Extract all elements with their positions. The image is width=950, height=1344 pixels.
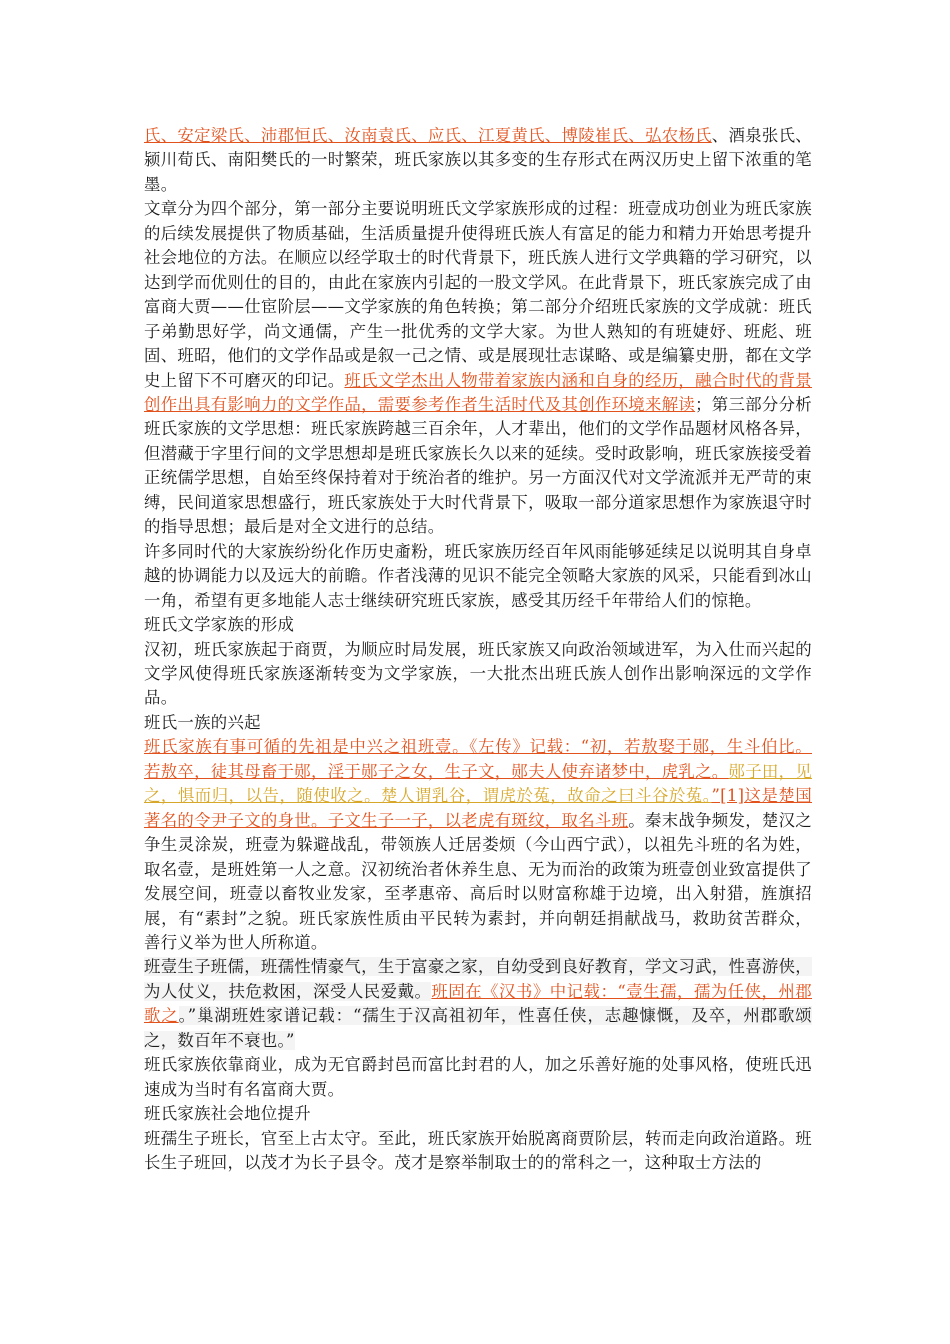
red-annotation: 班氏家族有事可循的先祖是中兴之祖班壹。《左传》记载：“初，若敖娶于郧，生斗伯比。若敖卒，徒其母畜于郧，淫于郧子之女，生子文，郧夫人使弃诸梦中，虎乳之。 — [144, 737, 812, 781]
section-heading: 班氏文学家族的形成 — [144, 615, 295, 635]
document-page — [144, 124, 812, 1175]
paragraph-intro: 汉初，班氏家族起于商贾，为顺应时局发展，班氏家族又向政治领域进军，为入仕而兴起的文学风使得班氏家族逐渐转变为文学家族，一大批杰出班氏族人创作出影响深远的文学作品。 — [144, 639, 812, 708]
paragraph-structure — [144, 197, 812, 539]
paragraph-text: 文章分为四个部分，第一部分主要说明班氏文学家族形成的过程：班壹成功创业为班氏家族的后续发展提供了物质基础，生活质量提升使得班氏族人有富足的能力和精力开始思考提升社会地位的方法。在顺应以经学取士的时代背景下，班氏族人进行文学典籍的学习研究，以达到学而优则仕的目的，由此在家族内引起的一股文学风。在此背景下，班氏家族完成了由富商大贾——仕宦阶层——文学家族的角色转换；第二部分介绍班氏家族的文学成就：班氏子弟勤思好学，尚文通儒，产生一批优秀的文学大家。为世人熟知的有班婕妤、班彪、班固、班昭，他们的文学作品或是叙一己之情、或是展现壮志谋略、或是编纂史册，都在文学史上留下不可磨灭的印记。 — [144, 199, 812, 390]
red-annotation: 班固在《汉书》中记载：“壹生孺，孺为任侠，州郡歌之 — [144, 981, 812, 1026]
paragraph-origin — [144, 735, 812, 955]
paragraph-ban-ru — [144, 955, 812, 1053]
red-annotation: ”[1]这是楚国著名的令尹子文的身世。子文生子一子，以老虎有斑纹，取名斗班 — [144, 786, 813, 830]
paragraph-conclusion: 许多同时代的大家族纷纷化作历史齑粉，班氏家族历经百年风雨能够延续足以说明其自身卓越的协调能力以及远大的前瞻。作者浅薄的见识不能完全领略大家族的风采，只能看到冰山一角，希望有更多地能人志士继续研究班氏家族，感受其历经千年带给人们的惊艳。 — [144, 541, 812, 610]
subsection-heading: 班氏家族社会地位提升 — [144, 1104, 311, 1124]
paragraph-social-status: 班孺生子班长，官至上古太守。至此，班氏家族开始脱离商贾阶层，转而走向政治道路。班长生子班回，以茂才为长子县令。茂才是察举制取士的的常科之一，这种取士方法的 — [144, 1128, 812, 1173]
paragraph-text: 。秦末战争频发，楚汉之争生灵涂炭，班壹为躲避战乱，带领族人迁居娄烦（今山西宁武），以祖先斗班的名为姓，取名壹，是班姓第一人之意。汉初统治者休养生息、无为而治的政策为班壹创业致富提供了发展空间，班壹以畜牧业发家，至孝惠帝、高后时以财富称雄于边境，出入射猎，旌旗招展，有“素封”之貌。班氏家族性质由平民转为素封，并向朝廷捐献战马，救助贫苦群众，善行义举为世人所称道。 — [144, 810, 812, 952]
subsection-heading: 班氏一族的兴起 — [144, 712, 261, 732]
red-annotation: 氏、安定梁氏、沛郡恒氏、汝南袁氏、应氏、江夏黄氏、博陵崔氏、弘农杨氏 — [144, 126, 712, 145]
yellow-annotation: 郧子田，见之，惧而归，以告，随使收之。楚人谓乳谷，谓虎於菟，故命之曰斗谷於菟。 — [144, 761, 813, 806]
paragraph-commerce: 班氏家族依靠商业，成为无官爵封邑而富比封君的人，加之乐善好施的处事风格，使班氏迅速成为当时有名富商大贾。 — [144, 1055, 812, 1099]
paragraph-clan-list — [144, 124, 812, 197]
paragraph-text: ；第三部分分析班氏家族的文学思想：班氏家族跨越三百余年，人才辈出，他们的文学作品题材风格各异，但潜藏于字里行间的文学思想却是班氏家族长久以来的延续。受时政影响，班氏家族接受着正统儒学思想，自始至终保持着对于统治者的维护。另一方面汉代对文学流派并无严苛的束缚，民间道家思想盛行，班氏家族处于大时代背景下，吸取一部分道家思想作为家族退守时的指导思想；最后是对全文进行的总结。 — [144, 394, 812, 537]
paragraph-text: 班壹生子班儒，班孺性情豪气，生于富豪之家，自幼受到良好教育，学文习武，性喜游侠，为人仗义，扶危救困，深受人民爱戴。 — [144, 957, 812, 1001]
paragraph-text: 、酒泉张氏、颍川荀氏、南阳樊氏的一时繁荣，班氏家族以其多变的生存形式在两汉历史上留下浓重的笔墨。 — [144, 126, 812, 194]
paragraph-text: 。”巢湖班姓家谱记载：“孺生于汉高祖初年，性喜任侠，志趣慷慨，及卒，州郡歌颂之，数百年不衰也。” — [144, 1006, 812, 1050]
red-annotation: 班氏文学杰出人物带着家族内涵和自身的经历，融合时代的背景创作出具有影响力的文学作品，需要参考作者生活时代及其创作环境来解读 — [144, 370, 812, 414]
